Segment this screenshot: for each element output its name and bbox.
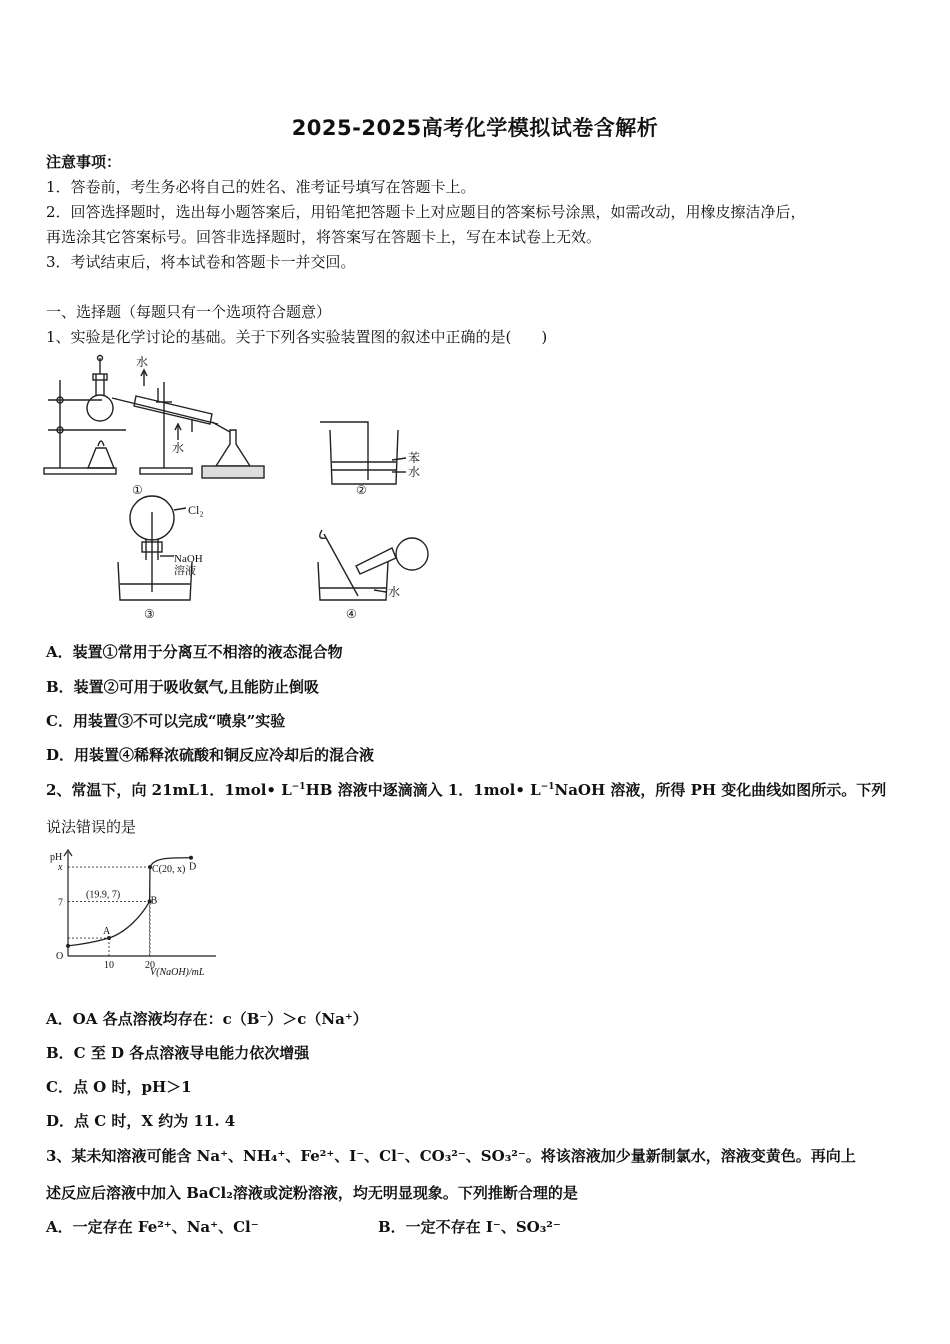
fig1-water-bottom-label: 水 [172,441,185,455]
q2-option-c[interactable]: C．点 O 时，pH＞1 [46,1078,192,1096]
point-label-b: B [150,895,158,907]
fig2-water-label: 水 [408,465,421,479]
q1-option-c[interactable]: C．用装置③不可以完成“喷泉”实验 [46,712,286,730]
y-tick-7: 7 [58,897,63,909]
q1-option-a[interactable]: A．装置①常用于分离互不相溶的液态混合物 [46,643,343,661]
question-2-stem: 2、常温下，向 21mL1．1mol• $L^{-1}HB$ 溶液中逐滴滴入 1．1mol• $L^{-1}NaOH$ 溶液，所得 PH 变化曲线如图所示。下列 [46,781,887,799]
q2-option-b[interactable]: B．C 至 D 各点溶液导电能力依次增强 [46,1044,310,1062]
x-tick-10: 10 [104,960,114,971]
y-tick-x: x [58,862,63,874]
page-title: 2025-2025高考化学模拟试卷含解析 [291,116,659,140]
fig1-water-top-label: 水 [136,355,149,369]
chart-origin-label: O [56,951,64,962]
point-label-d: D [189,861,197,873]
point-label-c-annotation: C(20, x) [152,864,186,876]
fig3-solution-label: 溶液 [174,565,196,577]
chart-point-o [66,944,70,948]
fig3-cl2-label: Cl₂ [188,503,204,517]
fig4-water-label: 水 [388,585,401,599]
chart-ylabel: pH [50,852,63,863]
ph-titration-chart [46,846,246,986]
notice-item-2: 2．回答选择题时，选出每小题答案后，用铅笔把答题卡上对应题目的答案标号涂黑，如需改动，用橡皮擦洁净后， [46,203,806,221]
notice-item-1: 1．答卷前，考生务必将自己的姓名、准考证号填写在答题卡上。 [46,178,476,196]
question-2-stem-cont: 说法错误的是 [46,818,137,836]
q2-option-a[interactable]: A．OA 各点溶液均存在：c（B⁻）＞c（Na⁺） [46,1010,368,1028]
question-3-stem-cont: 述反应后溶液中加入 BaCl₂溶液或淀粉溶液，均无明显现象。下列推断合理的是 [46,1184,578,1202]
notice-item-3: 3．考试结束后，将本试卷和答题卡一并交回。 [46,253,356,271]
fig2-benzene-label: 苯 [408,451,421,465]
notice-heading: 注意事项： [46,153,122,171]
point-label-b-annotation: (19.9, 7) [86,889,121,901]
fig4-number-label: ④ [346,607,357,621]
q1-option-b[interactable]: B．装置②可用于吸收氨气,且能防止倒吸 [46,678,319,696]
q2-option-d[interactable]: D．点 C 时，X 约为 11. 4 [46,1112,236,1130]
q1-option-d[interactable]: D．用装置④稀释浓硫酸和铜反应冷却后的混合液 [46,746,375,764]
fig1-number-label: ① [132,483,143,497]
question-3-stem: 3、某未知溶液可能含 Na⁺、NH₄⁺、Fe²⁺、I⁻、Cl⁻、CO₃²⁻、SO₃²⁻。将该溶液加少量新制氯水，溶液变黄色。再向上 [46,1147,856,1165]
q3-option-b[interactable]: B．一定不存在 I⁻、SO₃²⁻ [378,1218,561,1236]
fig3-naoh-label: NaOH [174,553,203,565]
apparatus-figure [40,352,450,624]
notice-item-2-cont: 再选涂其它答案标号。回答非选择题时，将答案写在答题卡上，写在本试卷上无效。 [46,228,602,246]
chart-xlabel: V(NaOH)/mL [150,967,205,978]
x-tick-20: 20 [145,960,155,971]
fig2-number-label: ② [356,483,367,497]
fig3-number-label: ③ [144,607,155,621]
section-heading: 一、选择题（每题只有一个选项符合题意） [46,303,332,321]
question-1-stem: 1、实验是化学讨论的基础。关于下列各实验装置图的叙述中正确的是( ) [46,328,548,346]
q3-option-a[interactable]: A．一定存在 Fe²⁺、Na⁺、Cl⁻ [46,1218,259,1236]
point-label-a: A [103,926,111,938]
chart-point-d [189,856,193,860]
